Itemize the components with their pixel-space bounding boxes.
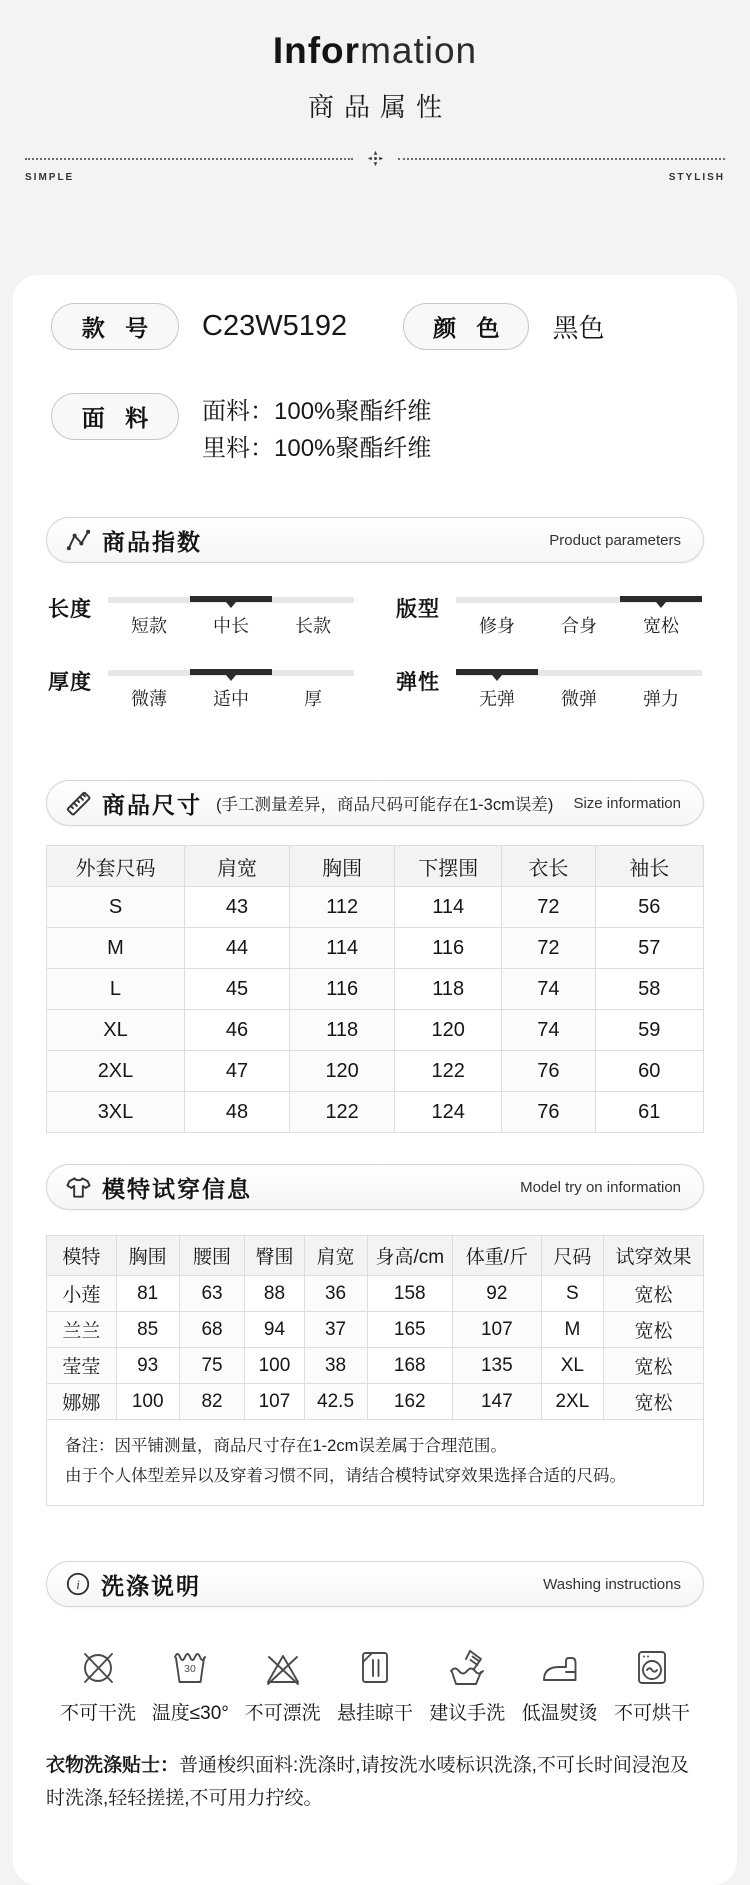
table-cell: XL [47, 1010, 185, 1051]
table-cell: 兰兰 [47, 1312, 117, 1348]
header-row [47, 1236, 704, 1276]
table-cell: 116 [395, 928, 502, 969]
param-option: 长款 [295, 616, 331, 636]
table-cell: 59 [595, 1010, 703, 1051]
table-cell: 72 [502, 928, 595, 969]
table-cell: 娜娜 [47, 1384, 117, 1420]
table-cell: 114 [395, 887, 502, 928]
washing-item [52, 1645, 144, 1725]
page-title-light: mation [360, 30, 478, 71]
model-try-on-bar [46, 1164, 704, 1210]
washing-instructions-bar [46, 1561, 704, 1607]
hand-wash-icon [445, 1645, 489, 1689]
table-cell: 165 [367, 1312, 452, 1348]
table-cell: 72 [502, 887, 595, 928]
no-dry-clean-icon [76, 1645, 120, 1689]
param-option: 无弹 [479, 689, 515, 709]
param-elasticity [396, 662, 702, 711]
table-cell: 120 [395, 1010, 502, 1051]
washing-item [421, 1645, 513, 1725]
dotted-line-left [25, 158, 353, 160]
washing-tip [46, 1750, 704, 1815]
table-cell: 114 [290, 928, 395, 969]
fabric-pill: 面 料 [51, 393, 179, 440]
table-cell: 44 [184, 928, 289, 969]
table-cell: 76 [502, 1092, 595, 1133]
washing-label: 建议手洗 [429, 1703, 506, 1725]
slider-segment [620, 670, 702, 674]
table-cell: 85 [116, 1312, 179, 1348]
table-cell: 122 [395, 1051, 502, 1092]
max-temp-30-icon [168, 1645, 212, 1689]
table-cell: 76 [502, 1051, 595, 1092]
table-cell: 92 [452, 1276, 541, 1312]
table-cell: M [541, 1312, 603, 1348]
washing-item [606, 1645, 698, 1725]
param-option: 微弹 [561, 689, 597, 709]
size-tolerance-note: (手工测量差异，商品尺码可能存在1-3cm误差) [216, 796, 554, 814]
column-header: 外套尺码 [47, 846, 185, 887]
size-table [46, 845, 704, 1133]
table-row [47, 1276, 704, 1312]
washing-label: 不可烘干 [613, 1703, 690, 1725]
table-cell: 74 [502, 1010, 595, 1051]
slider-segment [456, 597, 538, 601]
section-title: 商品尺寸 [102, 791, 202, 818]
slider-segment [456, 669, 538, 675]
table-row [47, 1384, 704, 1420]
size-information-bar [46, 780, 704, 826]
column-header: 试穿效果 [604, 1236, 704, 1276]
table-cell: 46 [184, 1010, 289, 1051]
table-cell: 56 [595, 887, 703, 928]
param-thickness [48, 662, 354, 711]
slider-segment [190, 596, 272, 602]
table-cell: 158 [367, 1276, 452, 1312]
model-table [46, 1235, 704, 1420]
washing-item [237, 1645, 329, 1725]
header-divider [25, 150, 725, 183]
table-cell: 124 [395, 1092, 502, 1133]
color-pill: 颜 色 [403, 303, 529, 350]
table-cell: 122 [290, 1092, 395, 1133]
product-parameters-bar [46, 517, 704, 563]
table-cell: 宽松 [604, 1384, 704, 1420]
slider-segment [272, 670, 354, 674]
table-cell: 74 [502, 969, 595, 1010]
table-cell: 162 [367, 1384, 452, 1420]
slider-segment [620, 596, 702, 602]
param-label: 长度 [48, 598, 92, 621]
table-cell: 88 [245, 1276, 304, 1312]
washing-item [514, 1645, 606, 1725]
table-cell: 58 [595, 969, 703, 1010]
hang-dry-icon [353, 1645, 397, 1689]
page-title-bold: Infor [272, 30, 361, 71]
table-cell: 93 [116, 1348, 179, 1384]
section-title-en: Size information [573, 794, 681, 812]
model-number-group [51, 303, 347, 350]
slider-segment [190, 669, 272, 675]
column-header: 体重/斤 [452, 1236, 541, 1276]
header-row [47, 846, 704, 887]
elasticity-slider [456, 670, 702, 676]
param-option: 厚 [304, 689, 322, 709]
table-cell: S [541, 1276, 603, 1312]
table-cell: 48 [184, 1092, 289, 1133]
info-icon [65, 1571, 91, 1597]
washing-label: 温度≤30° [151, 1703, 229, 1725]
param-option: 微薄 [131, 689, 167, 709]
page-subtitle: 商品属性 [307, 92, 452, 122]
table-row [47, 928, 704, 969]
table-cell: 107 [245, 1384, 304, 1420]
table-row [47, 887, 704, 928]
table-cell: 61 [595, 1092, 703, 1133]
table-cell: 135 [452, 1348, 541, 1384]
washing-label: 悬挂晾干 [336, 1703, 413, 1725]
low-iron-icon [538, 1645, 582, 1689]
column-header: 袖长 [595, 846, 703, 887]
table-cell: 112 [290, 887, 395, 928]
washing-label: 不可干洗 [59, 1703, 136, 1725]
table-cell: 37 [304, 1312, 367, 1348]
table-cell: L [47, 969, 185, 1010]
param-option: 合身 [561, 616, 597, 636]
ruler-icon [65, 790, 92, 817]
parameters-grid [46, 589, 704, 711]
table-cell: 63 [179, 1276, 245, 1312]
table-cell: 43 [184, 887, 289, 928]
table-cell: XL [541, 1348, 603, 1384]
table-cell: 莹莹 [47, 1348, 117, 1384]
thickness-slider [108, 670, 354, 676]
pulse-chart-icon [65, 527, 92, 554]
note-line-1: 备注：因平铺测量，商品尺寸存在1-2cm误差属于合理范围。 [65, 1437, 507, 1455]
page-header [0, 0, 750, 183]
slider-segment [272, 597, 354, 601]
column-header: 臀围 [245, 1236, 304, 1276]
fabric-lining-line: 里料：100%聚酯纤维 [202, 435, 432, 462]
table-cell: 宽松 [604, 1348, 704, 1384]
table-cell: 3XL [47, 1092, 185, 1133]
table-cell: 2XL [541, 1384, 603, 1420]
table-cell: 168 [367, 1348, 452, 1384]
length-slider [108, 597, 354, 603]
table-cell: 68 [179, 1312, 245, 1348]
table-cell: 120 [290, 1051, 395, 1092]
washing-tip-label: 衣物洗涤贴士： [46, 1755, 180, 1777]
table-cell: 42.5 [304, 1384, 367, 1420]
no-bleach-icon [261, 1645, 305, 1689]
column-header: 衣长 [502, 846, 595, 887]
slider-segment [108, 597, 190, 601]
param-label: 弹性 [396, 671, 440, 694]
model-number-pill: 款 号 [51, 303, 179, 350]
table-row [47, 1312, 704, 1348]
param-option: 修身 [479, 616, 515, 636]
fit-slider [456, 597, 702, 603]
fabric-row [51, 393, 704, 467]
table-cell: 82 [179, 1384, 245, 1420]
fabric-outer-line: 面料：100%聚酯纤维 [202, 398, 432, 425]
table-cell: 118 [290, 1010, 395, 1051]
table-cell: 38 [304, 1348, 367, 1384]
param-fit [396, 589, 702, 638]
no-tumble-dry-icon [630, 1645, 674, 1689]
param-label: 厚度 [48, 671, 92, 694]
slider-segment [538, 670, 620, 674]
washing-item [329, 1645, 421, 1725]
table-cell: 47 [184, 1051, 289, 1092]
table-cell: 45 [184, 969, 289, 1010]
table-cell: 小莲 [47, 1276, 117, 1312]
table-cell: 116 [290, 969, 395, 1010]
param-option: 短款 [131, 616, 167, 636]
param-option: 中长 [213, 616, 249, 636]
param-option: 弹力 [643, 689, 679, 709]
section-title: 洗涤说明 [101, 1572, 201, 1599]
page-title [0, 30, 750, 72]
color-value: 黑色 [552, 313, 605, 343]
table-cell: 36 [304, 1276, 367, 1312]
param-length [48, 589, 354, 638]
table-cell: 107 [452, 1312, 541, 1348]
column-header: 尺码 [541, 1236, 603, 1276]
section-title: 商品指数 [102, 528, 202, 555]
model-number-value: C23W5192 [202, 310, 348, 342]
washing-icons-row [46, 1645, 704, 1725]
svg-text:30: 30 [184, 1663, 197, 1676]
product-info-card [13, 275, 737, 1885]
table-row [47, 1051, 704, 1092]
section-title: 模特试穿信息 [102, 1175, 252, 1202]
section-title-en: Product parameters [549, 531, 681, 549]
table-cell: 81 [116, 1276, 179, 1312]
column-header: 腰围 [179, 1236, 245, 1276]
table-cell: 118 [395, 969, 502, 1010]
washing-item [144, 1645, 236, 1725]
compass-cross-icon [367, 150, 384, 167]
dotted-line-right [398, 158, 726, 160]
column-header: 肩宽 [184, 846, 289, 887]
table-cell: 94 [245, 1312, 304, 1348]
table-row [47, 969, 704, 1010]
section-title-en: Washing instructions [543, 1575, 681, 1593]
divider-label-right: STYLISH [668, 172, 725, 183]
table-cell: 100 [116, 1384, 179, 1420]
table-cell: 57 [595, 928, 703, 969]
table-cell: 宽松 [604, 1276, 704, 1312]
note-line-2: 由于个人体型差异以及穿着习惯不同，请结合模特试穿效果选择合适的尺码。 [65, 1466, 626, 1485]
slider-segment [538, 597, 620, 601]
color-group [403, 303, 604, 350]
basic-info-row [51, 303, 704, 350]
table-cell: S [47, 887, 185, 928]
washing-tip-text: 普通梭织面料:洗涤时,请按洗水唛标识洗涤,不可长时间浸泡及时洗涤,轻轻搓搓,不可用力拧绞。 [46, 1755, 689, 1809]
table-cell: 宽松 [604, 1312, 704, 1348]
column-header: 身高/cm [367, 1236, 452, 1276]
table-row [47, 1010, 704, 1051]
table-row [47, 1092, 704, 1133]
divider-label-left: SIMPLE [25, 172, 75, 183]
param-option: 宽松 [643, 616, 679, 636]
table-cell: 147 [452, 1384, 541, 1420]
tshirt-icon [65, 1174, 92, 1201]
washing-label: 不可漂洗 [244, 1703, 321, 1725]
column-header: 胸围 [116, 1236, 179, 1276]
table-cell: 100 [245, 1348, 304, 1384]
svg-text:i: i [76, 1577, 80, 1593]
column-header: 下摆围 [395, 846, 502, 887]
table-cell: 60 [595, 1051, 703, 1092]
slider-segment [108, 670, 190, 674]
param-option: 适中 [213, 689, 249, 709]
table-cell: 75 [179, 1348, 245, 1384]
param-label: 版型 [396, 598, 440, 621]
table-cell: 2XL [47, 1051, 185, 1092]
model-table-note [46, 1420, 704, 1506]
table-cell: M [47, 928, 185, 969]
section-title-en: Model try on information [520, 1178, 681, 1196]
table-row [47, 1348, 704, 1384]
column-header: 肩宽 [304, 1236, 367, 1276]
column-header: 模特 [47, 1236, 117, 1276]
washing-label: 低温熨烫 [521, 1703, 598, 1725]
column-header: 胸围 [290, 846, 395, 887]
